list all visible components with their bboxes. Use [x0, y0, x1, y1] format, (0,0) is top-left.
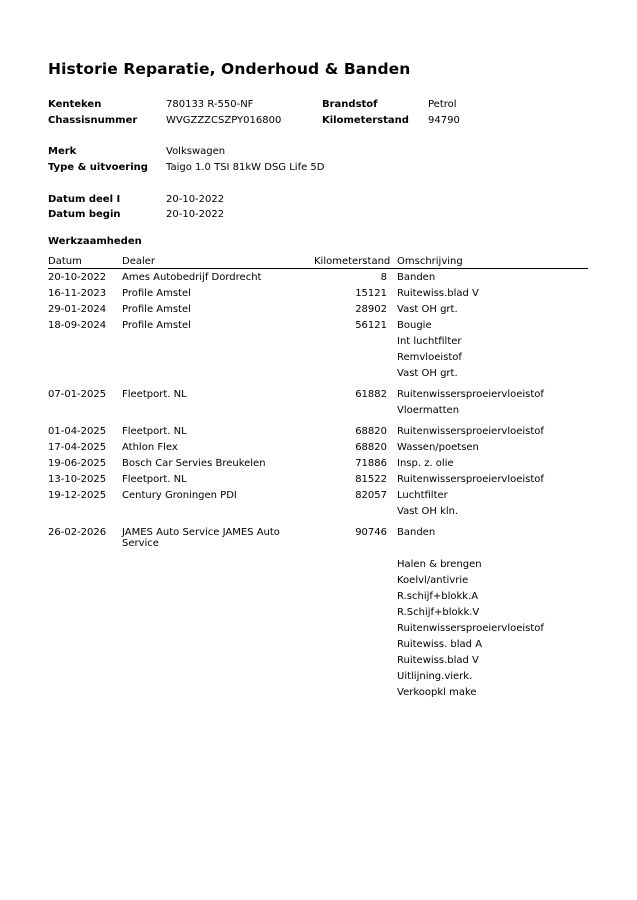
row-dealer: Athlon Flex	[122, 442, 178, 453]
row-omschrijving-item: Halen & brengen	[397, 559, 482, 570]
row-omschrijving-item: Ruitenwissersproeiervloeistof	[397, 389, 544, 400]
type-label: Type & uitvoering	[48, 162, 148, 173]
row-omschrijving-item: Ruitenwissersproeiervloeistof	[397, 426, 544, 437]
row-omschrijving-item: Ruitewiss.blad V	[397, 655, 479, 666]
datum-deel-label: Datum deel I	[48, 194, 121, 205]
row-omschrijving-item: R.schijf+blokk.A	[397, 591, 479, 602]
row-omschrijving-item: Ruitewiss.blad V	[397, 288, 479, 299]
row-datum: 17-04-2025	[48, 442, 107, 453]
row-omschrijving-item: Wassen/poetsen	[397, 442, 479, 453]
row-kilometerstand: 15121	[355, 288, 387, 299]
row-omschrijving-item: Vloermatten	[397, 405, 460, 416]
row-datum: 20-10-2022	[48, 272, 107, 283]
row-dealer: Profile Amstel	[122, 304, 191, 315]
row-omschrijving-item: Banden	[397, 272, 436, 283]
row-kilometerstand: 61882	[355, 389, 387, 400]
row-dealer: Fleetport. NL	[122, 474, 187, 485]
datum-deel-value: 20-10-2022	[166, 194, 225, 205]
row-datum: 19-12-2025	[48, 490, 107, 501]
header-divider	[48, 268, 588, 269]
row-datum: 18-09-2024	[48, 320, 107, 331]
row-omschrijving-item: Uitlijning.vierk.	[397, 671, 473, 682]
page-title: Historie Reparatie, Onderhoud & Banden	[48, 60, 411, 78]
kilometerstand-value: 94790	[428, 115, 460, 126]
row-omschrijving-item: Ruitenwissersproeiervloeistof	[397, 474, 544, 485]
row-datum: 16-11-2023	[48, 288, 107, 299]
row-kilometerstand: 71886	[355, 458, 387, 469]
row-datum: 29-01-2024	[48, 304, 107, 315]
row-datum: 19-06-2025	[48, 458, 107, 469]
row-dealer: Ames Autobedrijf Dordrecht	[122, 272, 262, 283]
row-omschrijving-item: Vast OH kln.	[397, 506, 459, 517]
column-header-datum: Datum	[48, 256, 82, 267]
chassis-label: Chassisnummer	[48, 115, 138, 126]
column-header-dealer: Dealer	[122, 256, 156, 267]
row-dealer: JAMES Auto Service JAMES Auto Service	[122, 527, 280, 549]
row-omschrijving-item: Vast OH grt.	[397, 304, 458, 315]
kenteken-label: Kenteken	[48, 99, 102, 110]
row-kilometerstand: 28902	[355, 304, 387, 315]
row-omschrijving-item: Bougie	[397, 320, 432, 331]
row-datum: 01-04-2025	[48, 426, 107, 437]
row-kilometerstand: 8	[380, 272, 387, 283]
row-kilometerstand: 56121	[355, 320, 387, 331]
kilometerstand-label: Kilometerstand	[322, 115, 409, 126]
row-dealer: Century Groningen PDI	[122, 490, 237, 501]
row-kilometerstand: 68820	[355, 426, 387, 437]
row-omschrijving-item: Verkoopkl make	[397, 687, 477, 698]
row-omschrijving-item: Luchtfilter	[397, 490, 448, 501]
werkzaamheden-heading: Werkzaamheden	[48, 236, 142, 247]
row-omschrijving-item: Remvloeistof	[397, 352, 462, 363]
row-dealer: Profile Amstel	[122, 288, 191, 299]
column-header-kilometerstand: Kilometerstand	[314, 256, 391, 267]
brandstof-label: Brandstof	[322, 99, 378, 110]
column-header-omschrijving: Omschrijving	[397, 256, 463, 267]
row-dealer: Fleetport. NL	[122, 389, 187, 400]
datum-begin-value: 20-10-2022	[166, 209, 225, 220]
row-datum: 13-10-2025	[48, 474, 107, 485]
row-kilometerstand: 68820	[355, 442, 387, 453]
row-kilometerstand: 81522	[355, 474, 387, 485]
row-omschrijving-item: R.Schijf+blokk.V	[397, 607, 480, 618]
row-omschrijving-item: Vast OH grt.	[397, 368, 458, 379]
row-datum: 26-02-2026	[48, 527, 107, 538]
row-dealer: Fleetport. NL	[122, 426, 187, 437]
row-omschrijving-item: Banden	[397, 527, 436, 538]
row-omschrijving-item: Ruitenwissersproeiervloeistof	[397, 623, 544, 634]
row-omschrijving-item: Koelvl/antivrie	[397, 575, 469, 586]
row-omschrijving-item: Ruitewiss. blad A	[397, 639, 483, 650]
brandstof-value: Petrol	[428, 99, 457, 110]
row-kilometerstand: 82057	[355, 490, 387, 501]
row-datum: 07-01-2025	[48, 389, 107, 400]
row-dealer: Profile Amstel	[122, 320, 191, 331]
row-omschrijving-item: Insp. z. olie	[397, 458, 454, 469]
merk-label: Merk	[48, 146, 77, 157]
row-dealer: Bosch Car Servies Breukelen	[122, 458, 266, 469]
row-kilometerstand: 90746	[355, 527, 387, 538]
datum-begin-label: Datum begin	[48, 209, 121, 220]
row-omschrijving-item: Int luchtfilter	[397, 336, 462, 347]
type-value: Taigo 1.0 TSI 81kW DSG Life 5D	[166, 162, 325, 173]
merk-value: Volkswagen	[166, 146, 226, 157]
kenteken-value: 780133 R-550-NF	[166, 99, 254, 110]
chassis-value: WVGZZZCSZPY016800	[166, 115, 282, 126]
